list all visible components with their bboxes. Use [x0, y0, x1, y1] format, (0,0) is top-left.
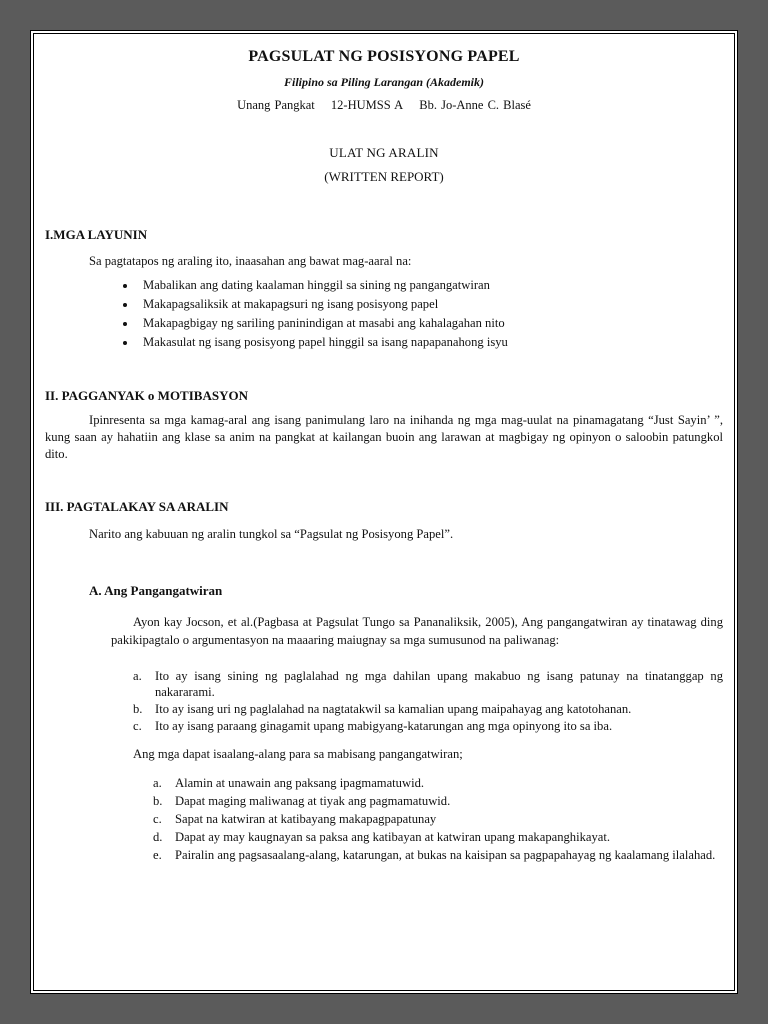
section2-heading: II. PAGGANYAK o MOTIBASYON	[45, 388, 248, 403]
document-meta	[45, 98, 723, 113]
objective-item: • Makapagbigay ng sariling paninindigan at masabi ang kahalagahan nito	[137, 314, 723, 333]
considerations-list	[153, 775, 723, 864]
document-subtitle: Filipino sa Piling Larangan (Akademik)	[283, 75, 485, 89]
objective-item: • Makapagsaliksik at makapagsuri ng isang posisyong papel	[137, 295, 723, 314]
list-item: b. Ito ay isang uri ng paglalahad na nagtatakwil sa kamalian upang maipahayag ang katotohanan.	[133, 702, 632, 716]
list-item: c. Sapat na katwiran at katibayang makapagpapatunay	[153, 812, 437, 826]
section1-objectives-list	[45, 276, 723, 352]
section3-intro: Narito ang kabuuan ng aralin tungkol sa “Pagsulat ng Posisyong Papel”.	[89, 527, 454, 541]
list-item: a. Ito ay isang sining ng paglalahad ng mga dahilan upang makabuo ng isang patunay na tinatanggap ng nakararami.	[133, 669, 723, 699]
section3-heading: III. PAGTALAKAY SA ARALIN	[45, 499, 229, 514]
meta-teacher: Bb. Jo-Anne C. Blasé	[419, 98, 531, 112]
section2-body: Ipinresenta sa mga kamag-aral ang isang panimulang laro na inihanda ng mga mag-uulat na pinamagatang “Just Sayin’ ”, kung saan ay hahatiin ang klase sa anim na pangkat at kailangan buoin ang larawan at magbigay ng opinyon o saloobin patungkol dito.	[45, 413, 723, 461]
document-content	[45, 45, 723, 865]
list-item: e. Pairalin ang pagsasaalang-alang, katarungan, at bukas na kaisipan sa pagpapahayag ng kaalamang ilalahad.	[153, 848, 716, 862]
explanation-list	[133, 668, 723, 734]
objective-item: • Mabalikan ang dating kaalaman hinggil sa sining ng pangangatwiran	[137, 276, 723, 295]
meta-group: Unang Pangkat	[237, 98, 315, 112]
objective-item: • Makasulat ng isang posisyong papel hinggil sa isang napapanahong isyu	[137, 333, 723, 352]
section1-heading: I.MGA LAYUNIN	[45, 227, 148, 242]
report-title: ULAT NG ARALIN	[329, 145, 439, 160]
section1-intro: Sa pagtatapos ng araling ito, inaasahan ang bawat mag-aaral na:	[89, 254, 412, 268]
subsection-a-heading: A. Ang Pangangatwiran	[89, 583, 223, 598]
document-title: PAGSULAT NG POSISYONG PAPEL	[248, 48, 520, 65]
subsection-a-body: Ayon kay Jocson, et al.(Pagbasa at Pagsulat Tungo sa Pananaliksik, 2005), Ang pangangatwiran ay tinatawag ding pakikipagtalo o argumentasyon na maaaring maiugnay sa mga sumusunod na paliwanag:	[111, 615, 723, 647]
list-item: b. Dapat maging maliwanag at tiyak ang pagmamatuwid.	[153, 794, 451, 808]
meta-section: 12-HUMSS A	[330, 98, 404, 112]
considerations-intro: Ang mga dapat isaalang-alang para sa mabisang pangangatwiran;	[133, 747, 463, 761]
document-page	[30, 30, 738, 994]
report-subtitle: (WRITTEN REPORT)	[324, 169, 444, 184]
list-item: a. Alamin at unawain ang paksang ipagmamatuwid.	[153, 776, 425, 790]
list-item: c. Ito ay isang paraang ginagamit upang mabigyang-katarungan ang mga opinyong ito sa iba.	[133, 719, 613, 733]
list-item: d. Dapat ay may kaugnayan sa paksa ang katibayan at katwiran upang makapanghikayat.	[153, 830, 611, 844]
